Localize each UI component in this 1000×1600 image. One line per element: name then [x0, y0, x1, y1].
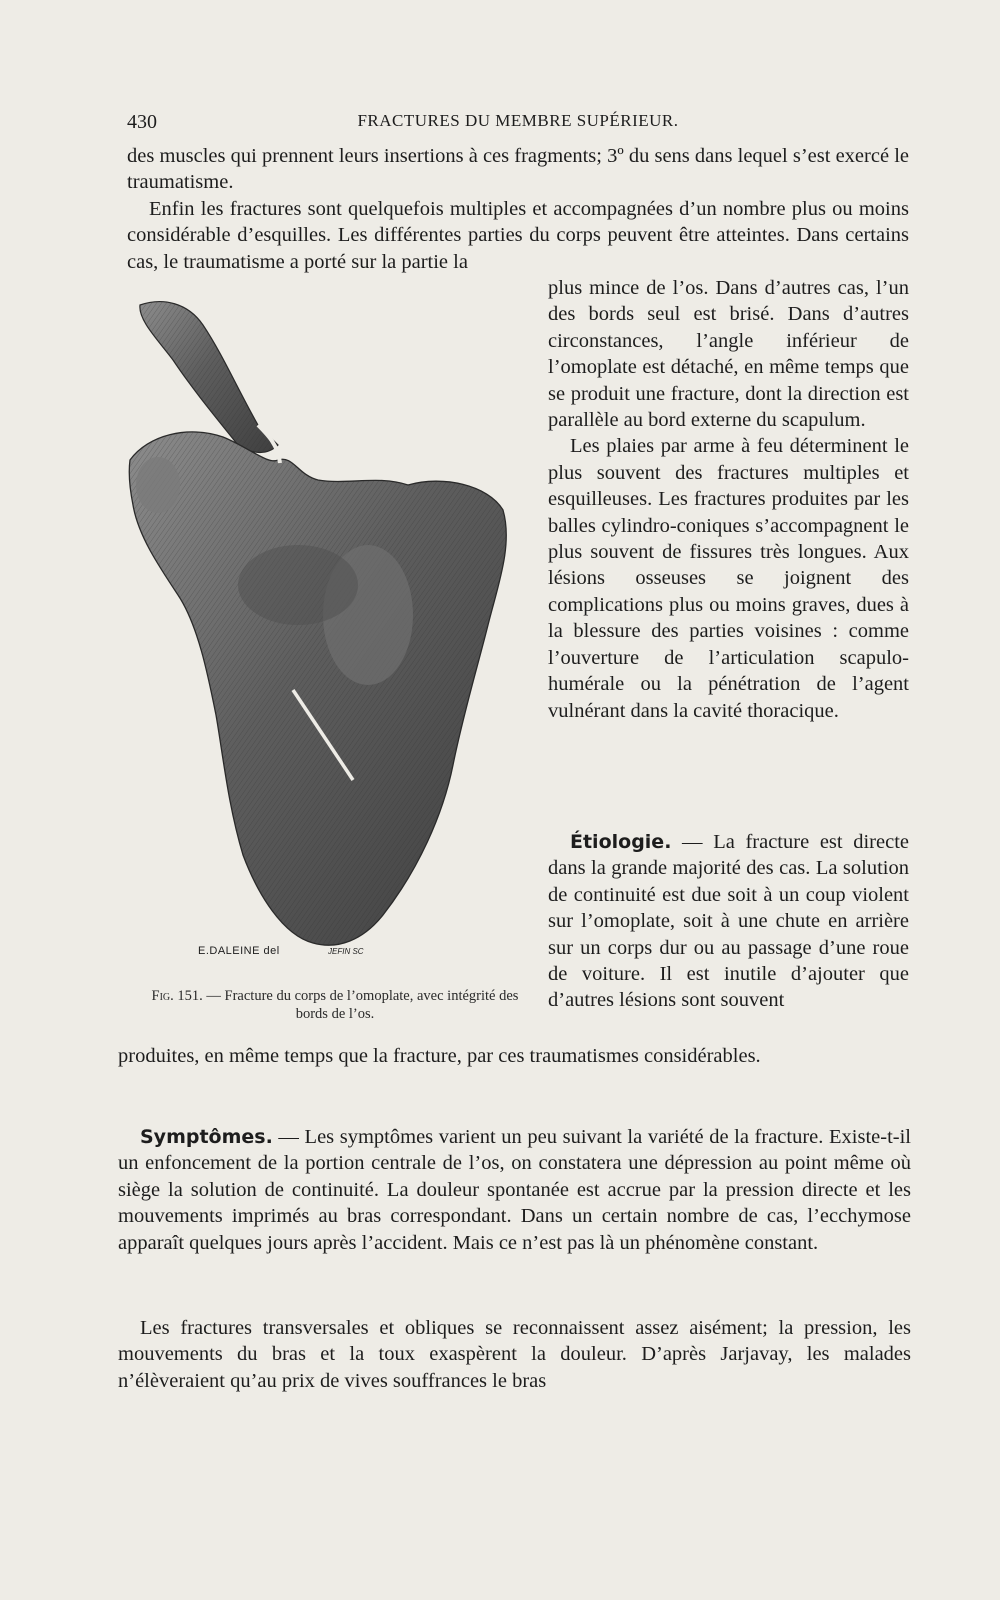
- scapula-body: [129, 432, 506, 945]
- figure-scapula: [118, 295, 536, 985]
- etiologie-heading: Étiologie.: [570, 831, 672, 853]
- figure-caption-text: — Fracture du corps de l’omoplate, avec intégrité des bords de l’os.: [202, 987, 519, 1022]
- paragraph-multiple-fractures: Enfin les fractures sont quelquefois multiples et accompagnées d’un nombre plus ou moins considérable d’esquilles. Les différentes parties du corps peuvent être atteintes. Dans certains cas, le traumatisme a porté sur la partie la: [127, 198, 909, 273]
- scapula-illustration: [118, 295, 536, 985]
- acromion-process: [140, 302, 278, 453]
- symptomes-text: — Les symptômes varient un peu suivant la variété de la fracture. Existe-t-il un enfoncement de la portion centrale de l’os, on constatera une dépression au point même où siège la solution de continuité. La douleur spontanée est accrue par la pression directe et les mouvements imprimés au bras correspondant. Dans un certain nombre de cas, l’ecchymose apparaît quelques jours après l’accident. Mais ce n’est pas là un phénomène constant.: [118, 1126, 911, 1254]
- paragraph-etiologie: [548, 829, 909, 1014]
- figure-caption: [140, 987, 530, 1023]
- paragraph-symptomes: [118, 1124, 911, 1256]
- illustrator-credit: E.DALEINE del: [198, 945, 280, 957]
- paragraph-continuation: des muscles qui prennent leurs insertions à ces fragments; 3º du sens dans lequel s’est exercé le traumatisme.: [127, 145, 909, 194]
- paragraph-gunshot-wounds: Les plaies par arme à feu déterminent le plus souvent des fractures multiples et esquilleuses. Les fractures produites par les balles cylindro-coniques s’accompagnent le plus souvent de fissures très longues. Aux lésions osseuses se joignent des complications plus ou moins graves, dues à la blessure des parties voisines : comme l’ouverture de l’articulation scapulo-humérale ou la pénétration de l’agent vulnérant dans la cavité thoracique.: [548, 435, 909, 722]
- etiologie-section: [548, 829, 909, 1014]
- paragraph-multiple-fractures-cont: plus mince de l’os. Dans d’autres cas, l’un des bords seul est brisé. Dans d’autres circonstances, l’angle inférieur de l’omoplate est détaché, en même temps que se produit une fracture, dont la direction est parallèle au bord externe du scapulum.: [548, 277, 909, 432]
- page-header: [127, 111, 909, 137]
- running-title: FRACTURES DU MEMBRE SUPÉRIEUR.: [357, 111, 679, 130]
- engraver-credit: JEFIN SC: [328, 947, 364, 956]
- page-number: 430: [127, 111, 157, 133]
- symptomes-heading: Symptômes.: [140, 1126, 273, 1148]
- etiologie-text: — La fracture est directe dans la grande majorité des cas. La solution de continuité est due soit à un coup violent sur l’omoplate, soit à une chute en arrière sur un corps dur ou au passage d’une roue de voiture. Il est inutile d’ajouter que d’autres lésions sont souvent: [548, 831, 909, 1012]
- paragraph-transverse-fractures: Les fractures transversales et obliques se reconnaissent assez aisément; la pression, les mouvements du bras et la toux exaspèrent la douleur. D’après Jarjavay, les malades n’élèveraient qu’au prix de vives souffrances le bras: [118, 1317, 911, 1392]
- figure-label: Fig. 151.: [151, 987, 203, 1004]
- right-column-text: [548, 275, 909, 724]
- paragraph-etiologie-cont: produites, en même temps que la fracture, par ces traumatismes considérables.: [118, 1045, 761, 1067]
